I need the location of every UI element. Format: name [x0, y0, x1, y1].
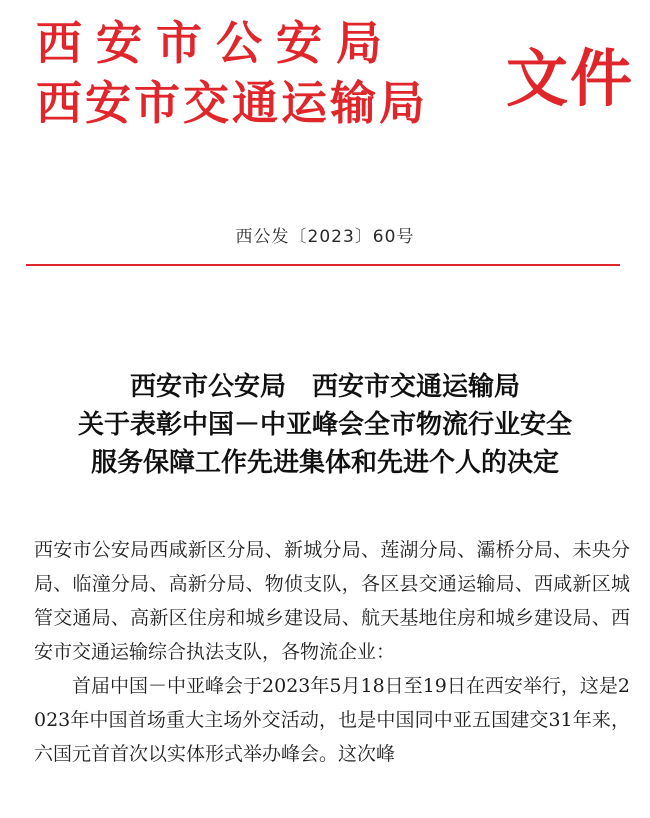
red-divider-line	[26, 264, 620, 266]
title-line-3: 服务保障工作先进集体和先进个人的决定	[90, 448, 559, 478]
document-masthead	[36, 12, 636, 132]
document-word: 文件	[506, 42, 635, 115]
title-line-1: 西安市公安局 西安市交通运输局	[129, 372, 520, 402]
issuer-name-transport: 西安市交通运输局	[36, 76, 428, 130]
body-paragraph-1: 首届中国－中亚峰会于2023年5月18日至19日在西安举行，这是2023年中国首场重大主场外交活动，也是中国同中亚五国建交31年来，六国元首首次以实体形式举办峰会。这次峰	[34, 675, 630, 765]
recipients-paragraph: 西安市公安局西咸新区分局、新城分局、莲湖分局、灞桥分局、未央分局、临潼分局、高新分局、物侦支队，各区县交通运输局、西咸新区城管交通局、高新区住房和城乡建设局、航天基地住房和城乡建设局、西安市交通运输综合执法支队，各物流企业：	[34, 539, 630, 663]
issuer-name-police: 西安市公安局	[36, 16, 396, 70]
document-body	[34, 533, 630, 771]
document-title	[0, 368, 650, 482]
document-number: 西公发〔2023〕60号	[235, 227, 415, 247]
title-line-2: 关于表彰中国－中亚峰会全市物流行业安全	[77, 410, 572, 440]
